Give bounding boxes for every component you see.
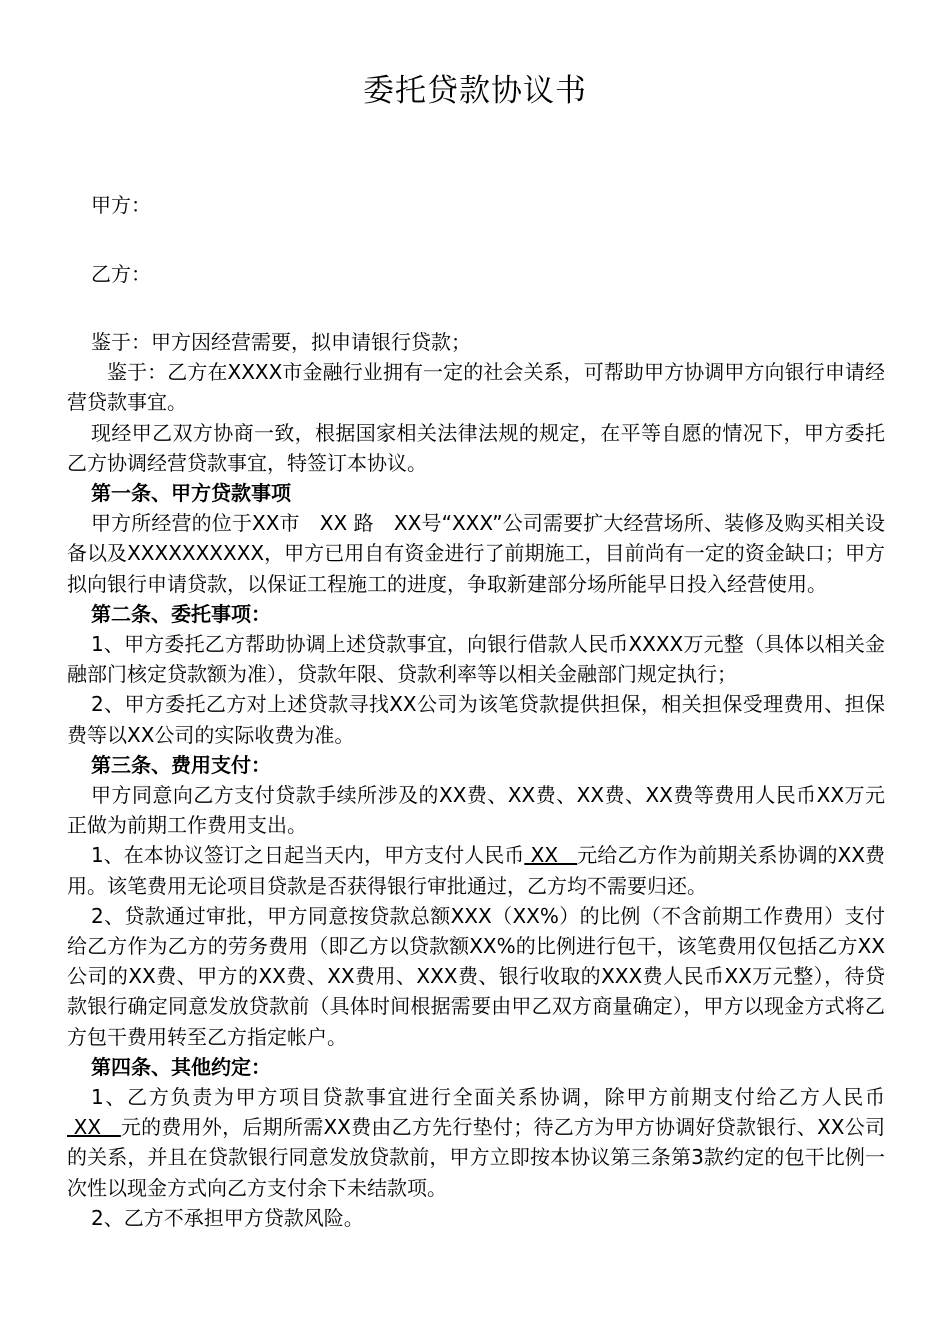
article-3-intro: 甲方同意向乙方支付贷款手续所涉及的XX费、XX费、XX费、XX费等费用人民币XX万元正做为前期工作费用支出。 [67, 783, 885, 838]
article-4-heading: 第四条、其他约定： [91, 1054, 271, 1079]
article-4-item-1-amount: XX [67, 1115, 121, 1140]
recital-1: 鉴于：甲方因经营需要，拟申请银行贷款； [91, 330, 471, 354]
agreement-body [67, 327, 885, 1233]
article-4-item-2: 2、乙方不承担甲方贷款风险。 [91, 1205, 364, 1230]
article-3-item-1 [67, 840, 885, 900]
article-4-item-1-rest: 元的费用外，后期所需XX费由乙方先行垫付；待乙方为甲方协调好贷款银行、XX公司的关系，并且在贷款银行同意发放贷款前，甲方立即按本协议第三条第3款约定的包干比例一次性以现金方式向乙方支付余下未结款项。 [67, 1115, 885, 1200]
document-title: 委托贷款协议书 [363, 73, 587, 109]
article-1-text: 甲方所经营的位于XX市 XX 路 XX号“XXX”公司需要扩大经营场所、装修及购买相关设备以及XXXXXXXXXX，甲方已用自有资金进行了前期施工，目前尚有一定的资金缺口；甲方拟向银行申请贷款，以保证工程施工的进度，争取新建部分场所能早日投入经营使用。 [67, 511, 885, 596]
recital-3: 现经甲乙双方协商一致，根据国家相关法律法规的规定，在平等自愿的情况下，甲方委托乙方协调经营贷款事宜，特签订本协议。 [67, 420, 885, 475]
article-2-item-1: 1、甲方委托乙方帮助协调上述贷款事宜，向银行借款人民币XXXX万元整（具体以相关金融部门核定贷款额为准），贷款年限、贷款利率等以相关金融部门规定执行； [67, 632, 885, 687]
article-3-item-1-rest: 元给乙方作为前期关系协调的XX费用。该笔费用无论项目贷款是否获得银行审批通过，乙方均不需要归还。 [67, 843, 885, 898]
article-2-item-2: 2、甲方委托乙方对上述贷款寻找XX公司为该笔贷款提供担保，相关担保受理费用、担保费等以XX公司的实际收费为准。 [67, 692, 885, 747]
article-3-heading: 第三条、费用支付： [91, 752, 271, 777]
article-3-item-1-amount: XX [524, 843, 578, 868]
article-2-heading: 第二条、委托事项： [91, 601, 271, 626]
article-4-item-1-lead: 1、乙方负责为甲方项目贷款事宜进行全面关系协调，除甲方前期支付给乙方人民币 [91, 1085, 885, 1110]
party-a-label: 甲方： [91, 193, 151, 217]
recital-2: 鉴于：乙方在XXXX市金融行业拥有一定的社会关系，可帮助甲方协调甲方向银行申请经营贷款事宜。 [67, 360, 885, 415]
article-1-heading: 第一条、甲方贷款事项 [91, 481, 291, 506]
article-4-item-1 [67, 1082, 885, 1203]
article-3-item-2: 2、贷款通过审批，甲方同意按贷款总额XXX（XX%）的比例（不含前期工作费用）支付给乙方作为乙方的劳务费用（即乙方以贷款额XX%的比例进行包干，该笔费用仅包括乙方XX公司的XX费、甲方的XX费、XX费用、XXX费、银行收取的XXX费人民币XX万元整），待贷款银行确定同意发放贷款前（具体时间根据需要由甲乙双方商量确定），甲方以现金方式将乙方包干费用转至乙方指定帐户。 [67, 903, 885, 1049]
article-3-item-1-lead: 1、在本协议签订之日起当天内，甲方支付人民币 [91, 843, 525, 868]
party-b-label: 乙方： [91, 262, 151, 286]
